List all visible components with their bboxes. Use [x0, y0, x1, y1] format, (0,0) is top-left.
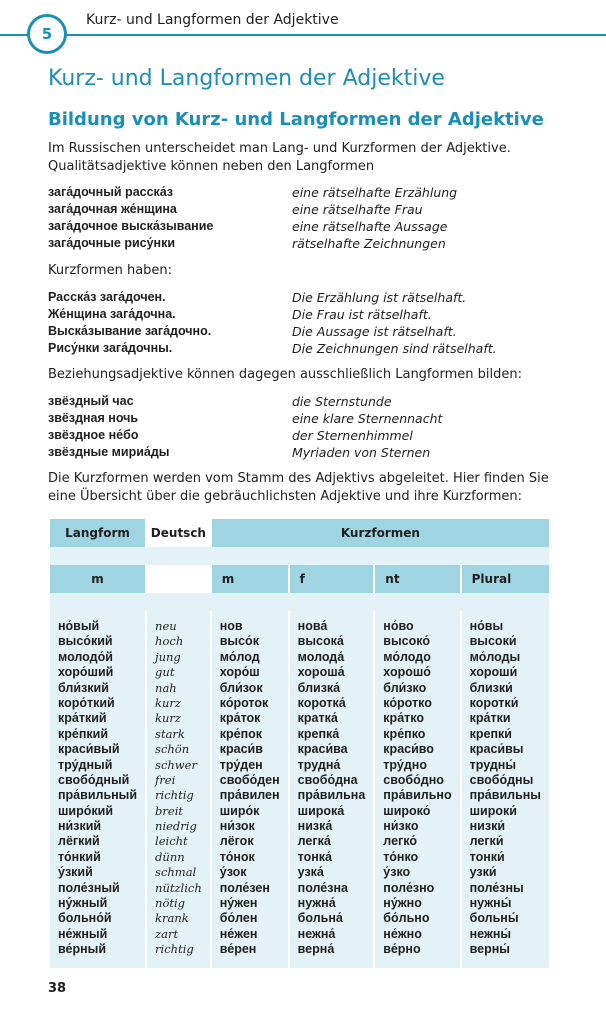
table-cell-plural: нужны́ — [469, 896, 512, 911]
subheader-f: f — [290, 565, 374, 593]
example-german: der Sternenhimmel — [292, 428, 413, 443]
example-row — [48, 218, 568, 235]
table-cell-m: кре́пок — [219, 726, 263, 741]
table-cell-langform: тру́дный — [58, 757, 113, 772]
table-cell-deutsch: richtig — [155, 788, 194, 803]
example-german: Myriaden von Sternen — [292, 445, 431, 460]
table-cell-langform: не́жный — [58, 926, 108, 941]
column-kurz-nt — [375, 611, 459, 968]
example-russian: Же́нщина зага́дочна. — [48, 307, 176, 321]
table-cell-deutsch: leicht — [155, 834, 188, 849]
table-cell-f: трудна́ — [297, 757, 341, 772]
table-cell-langform: коро́ткий — [58, 695, 115, 710]
table-header-row — [50, 519, 549, 547]
table-cell-nt: свобо́дно — [383, 772, 444, 787]
table-cell-plural: трудны́ — [469, 757, 517, 772]
example-german: eine rätselhafte Aussage — [292, 219, 448, 234]
table-cell-m: у́зок — [219, 865, 247, 880]
table-cell-langform: пра́вильный — [58, 788, 138, 803]
table-cell-f: коротка́ — [297, 695, 346, 710]
table-cell-deutsch: stark — [155, 726, 185, 741]
table-cell-m: нов — [219, 619, 243, 633]
table-cell-nt: у́зко — [383, 865, 411, 880]
table-cell-plural: близки́ — [469, 680, 513, 695]
example-russian: звёздные мириа́ды — [48, 445, 170, 459]
table-cell-deutsch: richtig — [155, 942, 194, 957]
table-cell-langform: у́зкий — [58, 865, 93, 880]
table-cell-plural: нежны́ — [469, 926, 512, 941]
table-cell-plural: но́вы — [469, 619, 504, 633]
table-cell-langform: молодо́й — [58, 649, 113, 664]
table-cell-deutsch: kurz — [155, 695, 181, 710]
table-cell-m: то́нок — [219, 849, 255, 864]
table-cell-f: нова́ — [297, 619, 328, 633]
subheader-nt: nt — [375, 565, 459, 593]
example-german: eine rätselhafte Erzählung — [292, 185, 458, 200]
table-cell-f: крепка́ — [297, 726, 340, 741]
table-cell-f: нежна́ — [297, 926, 336, 941]
table-cell-m: ве́рен — [219, 942, 257, 957]
table-cell-nt: ко́ротко — [383, 695, 432, 710]
table-cell-m: ну́жен — [219, 896, 258, 911]
table-cell-m: не́жен — [219, 926, 258, 941]
table-cell-plural: верны́ — [469, 942, 510, 957]
table-cell-nt: хорошо́ — [383, 665, 431, 680]
example-row — [48, 323, 568, 340]
table-cell-deutsch: krank — [155, 911, 189, 926]
table-cell-plural: крепки́ — [469, 726, 512, 741]
table-cell-plural: высоки́ — [469, 634, 517, 649]
table-cell-f: широка́ — [297, 803, 345, 818]
example-german: eine rätselhafte Frau — [292, 202, 423, 217]
table-cell-langform: поле́зный — [58, 880, 120, 895]
table-intro-paragraph: Die Kurzformen werden vom Stamm des Adjektivs abgeleitet. Hier finden Sie eine Übersicht über die gebräuchlichsten Adjektive und ihre Kurzformen: — [48, 471, 549, 504]
kurzformen-label: Kurzformen haben: — [48, 263, 173, 278]
table-cell-deutsch: dünn — [155, 849, 185, 864]
table-cell-plural: поле́зны — [469, 880, 524, 895]
table-cell-langform: высо́кий — [58, 634, 113, 649]
table-cell-deutsch: nötig — [155, 896, 186, 911]
example-german: rätselhafte Zeichnungen — [292, 236, 446, 251]
table-cell-plural: мо́лоды — [469, 649, 521, 664]
example-russian: звёздный час — [48, 394, 134, 408]
table-cell-nt: легко́ — [383, 834, 417, 849]
example-list-1 — [48, 184, 568, 252]
example-row — [48, 393, 568, 410]
table-cell-f: пра́вильна — [297, 788, 366, 803]
table-cell-langform: но́вый — [58, 619, 100, 633]
example-row — [48, 306, 568, 323]
example-row — [48, 427, 568, 444]
table-cell-deutsch: hoch — [155, 634, 184, 649]
table-cell-nt: высоко́ — [383, 634, 430, 649]
table-cell-langform: ну́жный — [58, 896, 108, 911]
table-cell-f: молода́ — [297, 649, 345, 664]
table-body-row — [50, 611, 549, 968]
table-cell-langform: лёгкий — [58, 834, 100, 849]
running-title: Kurz- und Langformen der Adjektive — [86, 12, 339, 28]
table-cell-f: кратка́ — [297, 711, 338, 726]
table-cell-m: бли́зок — [219, 680, 263, 695]
header-kurzformen: Kurzformen — [212, 519, 549, 547]
table-cell-nt: не́жно — [383, 926, 422, 941]
table-cell-m: ни́зок — [219, 819, 255, 834]
table-cell-m: краси́в — [219, 742, 263, 757]
table-cell-f: легка́ — [297, 834, 331, 849]
table-cell-f: высока́ — [297, 634, 344, 649]
column-kurz-m — [212, 611, 288, 968]
table-cell-plural: узки́ — [469, 865, 497, 880]
table-cell-langform: бли́зкий — [58, 680, 109, 695]
table-cell-m: лёгок — [219, 834, 254, 849]
table-cell-plural: хороши́ — [469, 665, 518, 680]
table-cell-nt: широко́ — [383, 803, 431, 818]
table-cell-nt: кре́пко — [383, 726, 426, 741]
table-cell-m: хоро́ш — [219, 665, 260, 680]
table-cell-langform: краси́вый — [58, 742, 120, 757]
table-cell-nt: поле́зно — [383, 880, 435, 895]
example-russian: звёздная ночь — [48, 411, 139, 425]
header-deutsch: Deutsch — [147, 519, 210, 547]
section-subtitle: Bildung von Kurz- und Langformen der Adjektive — [48, 109, 544, 130]
table-cell-plural: пра́вильны — [469, 788, 541, 803]
example-row — [48, 184, 568, 201]
header-langform: Langform — [50, 519, 145, 547]
table-cell-nt: но́во — [383, 619, 414, 633]
example-list-3 — [48, 393, 568, 461]
table-cell-plural: краси́вы — [469, 742, 524, 757]
table-cell-langform: то́нкий — [58, 849, 101, 864]
subheader-m: m — [212, 565, 288, 593]
table-cell-f: верна́ — [297, 942, 335, 957]
chapter-badge: 5 — [27, 14, 67, 54]
table-cell-plural: низки́ — [469, 819, 506, 834]
page-number: 38 — [48, 981, 67, 996]
table-cell-plural: тонки́ — [469, 849, 505, 864]
table-subheader-row — [50, 565, 549, 593]
example-german: Die Erzählung ist rätselhaft. — [292, 290, 467, 305]
example-russian: Выска́зывание зага́дочно. — [48, 324, 212, 338]
table-cell-plural: кра́тки — [469, 711, 511, 726]
table-cell-m: поле́зен — [219, 880, 270, 895]
table-cell-nt: ни́зко — [383, 819, 419, 834]
table-cell-deutsch: niedrig — [155, 819, 197, 834]
table-cell-f: больна́ — [297, 911, 343, 926]
example-german: Die Frau ist rätselhaft. — [292, 307, 432, 322]
example-german: die Sternstunde — [292, 394, 392, 409]
table-cell-deutsch: nah — [155, 680, 177, 695]
header-rule-left — [0, 34, 28, 36]
table-cell-nt: ну́жно — [383, 896, 422, 911]
table-cell-nt: краси́во — [383, 742, 434, 757]
table-cell-langform: больно́й — [58, 911, 112, 926]
table-cell-f: тонка́ — [297, 849, 333, 864]
page-header — [0, 0, 606, 60]
table-cell-m: широ́к — [219, 803, 260, 818]
table-cell-f: свобо́дна — [297, 772, 358, 787]
table-cell-nt: ве́рно — [383, 942, 421, 957]
table-cell-m: мо́лод — [219, 649, 260, 664]
table-cell-langform: хоро́ший — [58, 665, 114, 680]
table-cell-deutsch: nützlich — [155, 880, 202, 895]
column-deutsch — [147, 611, 210, 968]
table-cell-deutsch: breit — [155, 803, 184, 818]
example-russian: Расска́з зага́дочен. — [48, 290, 166, 304]
column-kurz-plural — [462, 611, 549, 968]
table-cell-f: низка́ — [297, 819, 333, 834]
table-cell-nt: кра́тко — [383, 711, 424, 726]
table-cell-plural: легки́ — [469, 834, 504, 849]
table-cell-m: пра́вилен — [219, 788, 280, 803]
table-cell-f: поле́зна — [297, 880, 348, 895]
table-cell-deutsch: zart — [155, 926, 179, 941]
example-german: Die Zeichnungen sind rätselhaft. — [292, 341, 497, 356]
table-cell-f: краси́ва — [297, 742, 348, 757]
table-cell-nt: то́нко — [383, 849, 419, 864]
table-cell-langform: кра́ткий — [58, 711, 107, 726]
table-cell-deutsch: schwer — [155, 757, 197, 772]
table-cell-f: хороша́ — [297, 665, 345, 680]
table-cell-plural: свобо́дны — [469, 772, 534, 787]
table-cell-deutsch: jung — [155, 649, 181, 664]
table-cell-deutsch: gut — [155, 665, 175, 680]
table-cell-nt: бо́льно — [383, 911, 430, 926]
example-russian: звёздное не́бо — [48, 428, 139, 442]
example-russian: зага́дочные рису́нки — [48, 236, 176, 250]
table-cell-deutsch: schön — [155, 742, 190, 757]
table-cell-deutsch: schmal — [155, 865, 197, 880]
adjective-table — [48, 519, 551, 968]
table-cell-langform: широ́кий — [58, 803, 113, 818]
table-cell-langform: ни́зкий — [58, 819, 102, 834]
table-cell-plural: больны́ — [469, 911, 519, 926]
subheader-lang-m: m — [50, 565, 145, 593]
example-list-2 — [48, 289, 568, 357]
table-cell-f: узка́ — [297, 865, 324, 880]
table-cell-plural: коротки́ — [469, 695, 519, 710]
table-cell-f: близка́ — [297, 680, 341, 695]
example-german: Die Aussage ist rätselhaft. — [292, 324, 457, 339]
table-cell-nt: бли́зко — [383, 680, 427, 695]
table-cell-m: кра́ток — [219, 711, 261, 726]
table-cell-nt: мо́лодо — [383, 649, 431, 664]
example-row — [48, 235, 568, 252]
example-russian: зага́дочное выска́зывание — [48, 219, 214, 233]
table-cell-f: нужна́ — [297, 896, 336, 911]
table-cell-plural: широки́ — [469, 803, 517, 818]
intro-paragraph: Im Russischen unterscheidet man Lang- und Kurzformen der Adjektive. Qualitätsadjektive können neben den Langformen — [48, 141, 511, 174]
table-cell-langform: кре́пкий — [58, 726, 109, 741]
example-row — [48, 410, 568, 427]
example-row — [48, 444, 568, 461]
example-russian: зага́дочный расска́з — [48, 185, 173, 199]
example-row — [48, 289, 568, 306]
example-row — [48, 340, 568, 357]
subheader-plural: Plural — [462, 565, 549, 593]
header-rule — [66, 34, 606, 36]
table-cell-m: высо́к — [219, 634, 259, 649]
table-cell-m: свобо́ден — [219, 772, 280, 787]
example-russian: Рису́нки зага́дочны. — [48, 341, 173, 355]
table-cell-m: тру́ден — [219, 757, 263, 772]
table-cell-deutsch: kurz — [155, 711, 181, 726]
table-cell-m: ко́роток — [219, 695, 269, 710]
page-title: Kurz- und Langformen der Adjektive — [48, 66, 445, 91]
table-cell-nt: тру́дно — [383, 757, 427, 772]
table-cell-langform: ве́рный — [58, 942, 107, 957]
table-cell-m: бо́лен — [219, 911, 258, 926]
table-cell-deutsch: frei — [155, 772, 176, 787]
table-cell-langform: свобо́дный — [58, 772, 130, 787]
beziehungsadjektive-paragraph: Beziehungsadjektive können dagegen ausschließlich Langformen bilden: — [48, 367, 522, 382]
column-kurz-f — [290, 611, 374, 968]
example-german: eine klare Sternennacht — [292, 411, 443, 426]
example-row — [48, 201, 568, 218]
table-cell-nt: пра́вильно — [383, 788, 452, 803]
column-langform — [50, 611, 145, 968]
example-russian: зага́дочная же́нщина — [48, 202, 177, 216]
table-cell-deutsch: neu — [155, 619, 177, 633]
